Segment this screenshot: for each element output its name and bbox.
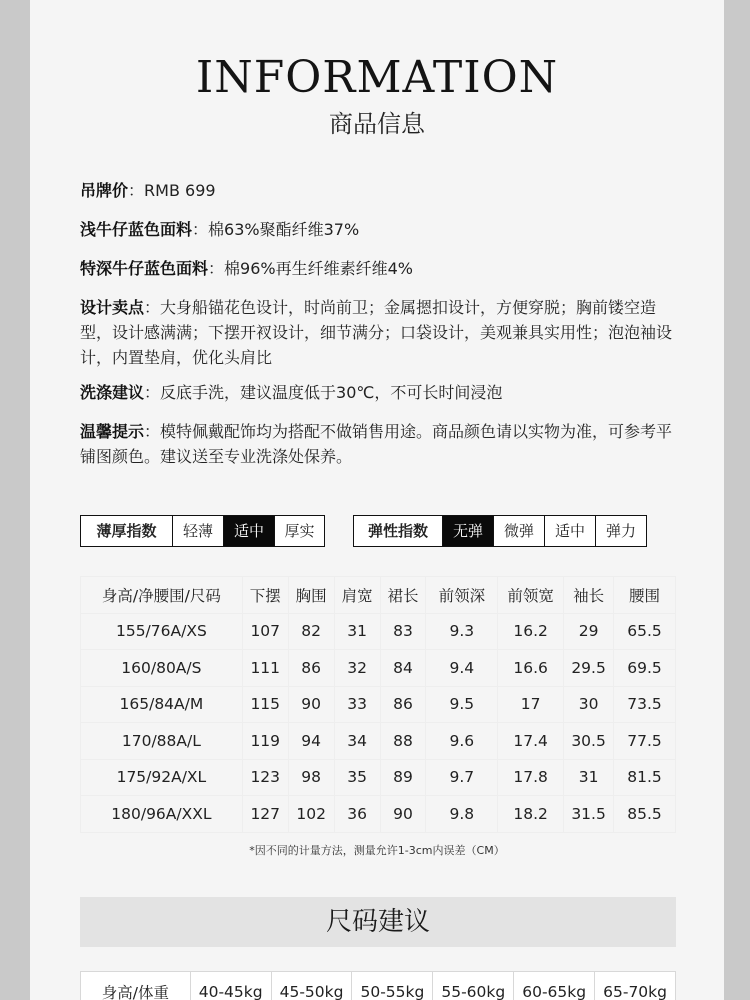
info-label: 设计卖点 [80, 298, 145, 317]
column-header: 肩宽 [334, 577, 380, 614]
table-cell: 30 [564, 686, 614, 723]
table-cell: 9.3 [426, 613, 498, 650]
size-recommendation-table [80, 971, 676, 1000]
table-cell: 165/84A/M [81, 686, 243, 723]
column-header: 55-60kg [433, 972, 514, 1000]
elasticity-scale [353, 515, 647, 547]
table-cell: 98 [288, 759, 334, 796]
size-recommendation-title: 尺码建议 [80, 897, 676, 947]
column-header: 前领宽 [498, 577, 564, 614]
table-cell: 9.7 [426, 759, 498, 796]
table-cell: 119 [242, 723, 288, 760]
table-row [81, 796, 676, 833]
title-english: INFORMATION [195, 52, 559, 103]
thickness-scale [80, 515, 325, 547]
column-header: 腰围 [614, 577, 676, 614]
table-cell: 34 [334, 723, 380, 760]
info-label: 洗涤建议 [80, 383, 145, 402]
thickness-option: 适中 [223, 516, 274, 546]
table-cell: 170/88A/L [81, 723, 243, 760]
table-cell: 102 [288, 796, 334, 833]
table-cell: 31 [334, 613, 380, 650]
column-header: 胸围 [288, 577, 334, 614]
table-cell: 115 [242, 686, 288, 723]
elasticity-option: 适中 [544, 516, 595, 546]
column-header: 前领深 [426, 577, 498, 614]
info-label: 特深牛仔蓝色面料 [80, 259, 209, 278]
column-header: 身高/体重 [81, 972, 191, 1000]
table-cell: 17.4 [498, 723, 564, 760]
info-design-points: 设计卖点：大身船锚花色设计，时尚前卫；金属摁扣设计，方便穿脱；胸前镂空造型，设计感满满；下摆开衩设计，细节满分；口袋设计，美观兼具实用性；泡泡袖设计，内置垫肩，优化头肩比 [80, 298, 673, 367]
info-value: 反底手洗，建议温度低于30℃，不可长时间浸泡 [160, 383, 503, 402]
table-row [81, 759, 676, 796]
table-cell: 89 [380, 759, 426, 796]
info-label: 浅牛仔蓝色面料 [80, 220, 193, 239]
table-cell: 111 [242, 650, 288, 687]
table-cell: 31.5 [564, 796, 614, 833]
table-cell: 17.8 [498, 759, 564, 796]
table-cell: 9.5 [426, 686, 498, 723]
table-cell: 32 [334, 650, 380, 687]
table-cell: 90 [380, 796, 426, 833]
table-cell: 16.6 [498, 650, 564, 687]
table-cell: 29 [564, 613, 614, 650]
table-cell: 88 [380, 723, 426, 760]
info-value: 模特佩戴配饰均为搭配不做销售用途。商品颜色请以实物为准，可参考平铺图颜色。建议送至专业洗涤处保养。 [80, 422, 673, 466]
product-info-sheet [30, 0, 724, 1000]
table-cell: 9.6 [426, 723, 498, 760]
info-label: 吊牌价 [80, 181, 129, 200]
title-chinese: 商品信息 [329, 110, 425, 138]
table-cell: 160/80A/S [81, 650, 243, 687]
table-cell: 35 [334, 759, 380, 796]
table-cell: 123 [242, 759, 288, 796]
info-value: 棉96%再生纤维素纤维4% [224, 259, 413, 278]
column-header: 裙长 [380, 577, 426, 614]
table-cell: 90 [288, 686, 334, 723]
table-cell: 17 [498, 686, 564, 723]
table-cell: 77.5 [614, 723, 676, 760]
column-header: 60-65kg [514, 972, 595, 1000]
table-cell: 127 [242, 796, 288, 833]
table-cell: 36 [334, 796, 380, 833]
table-row [81, 650, 676, 687]
table-cell: 84 [380, 650, 426, 687]
table-cell: 175/92A/XL [81, 759, 243, 796]
column-header: 65-70kg [595, 972, 676, 1000]
info-dark-fabric: 特深牛仔蓝色面料：棉96%再生纤维素纤维4% [80, 259, 413, 278]
table-cell: 29.5 [564, 650, 614, 687]
elasticity-option: 弹力 [595, 516, 646, 546]
table-cell: 31 [564, 759, 614, 796]
column-header: 身高/净腰围/尺码 [81, 577, 243, 614]
column-header: 45-50kg [271, 972, 352, 1000]
table-cell: 82 [288, 613, 334, 650]
table-cell: 65.5 [614, 613, 676, 650]
table-cell: 94 [288, 723, 334, 760]
column-header: 袖长 [564, 577, 614, 614]
table-cell: 86 [288, 650, 334, 687]
table-cell: 155/76A/XS [81, 613, 243, 650]
table-cell: 73.5 [614, 686, 676, 723]
table-cell: 9.4 [426, 650, 498, 687]
table-row [81, 723, 676, 760]
elasticity-option: 无弹 [442, 516, 493, 546]
table-cell: 33 [334, 686, 380, 723]
column-header: 50-55kg [352, 972, 433, 1000]
column-header: 40-45kg [190, 972, 271, 1000]
info-value: RMB 699 [144, 181, 216, 200]
info-value: 棉63%聚酯纤维37% [208, 220, 360, 239]
table-cell: 18.2 [498, 796, 564, 833]
elasticity-label: 弹性指数 [354, 516, 442, 546]
info-tips: 温馨提示：模特佩戴配饰均为搭配不做销售用途。商品颜色请以实物为准，可参考平铺图颜色。建议送至专业洗涤处保养。 [80, 422, 673, 466]
table-cell: 180/96A/XXL [81, 796, 243, 833]
column-header: 下摆 [242, 577, 288, 614]
table-cell: 69.5 [614, 650, 676, 687]
table-cell: 9.8 [426, 796, 498, 833]
recommendation-header-row [81, 972, 676, 1000]
info-label: 温馨提示 [80, 422, 145, 441]
info-value: 大身船锚花色设计，时尚前卫；金属摁扣设计，方便穿脱；胸前镂空造型，设计感满满；下摆开衩设计，细节满分；口袋设计，美观兼具实用性；泡泡袖设计，内置垫肩，优化头肩比 [80, 298, 673, 367]
size-chart-table [80, 576, 676, 833]
table-cell: 86 [380, 686, 426, 723]
info-washing: 洗涤建议：反底手洗，建议温度低于30℃，不可长时间浸泡 [80, 383, 503, 402]
table-cell: 85.5 [614, 796, 676, 833]
elasticity-option: 微弹 [493, 516, 544, 546]
thickness-option: 轻薄 [172, 516, 223, 546]
table-cell: 16.2 [498, 613, 564, 650]
table-cell: 107 [242, 613, 288, 650]
table-cell: 81.5 [614, 759, 676, 796]
table-cell: 83 [380, 613, 426, 650]
table-row [81, 686, 676, 723]
table-cell: 30.5 [564, 723, 614, 760]
info-price: 吊牌价：RMB 699 [80, 181, 216, 200]
info-light-fabric: 浅牛仔蓝色面料：棉63%聚酯纤维37% [80, 220, 360, 239]
measurement-note: *因不同的计量方法，测量允许1-3cm内误差（CM） [249, 844, 505, 857]
size-table-header [81, 577, 676, 614]
thickness-option: 厚实 [274, 516, 324, 546]
thickness-label: 薄厚指数 [81, 516, 172, 546]
table-row [81, 613, 676, 650]
